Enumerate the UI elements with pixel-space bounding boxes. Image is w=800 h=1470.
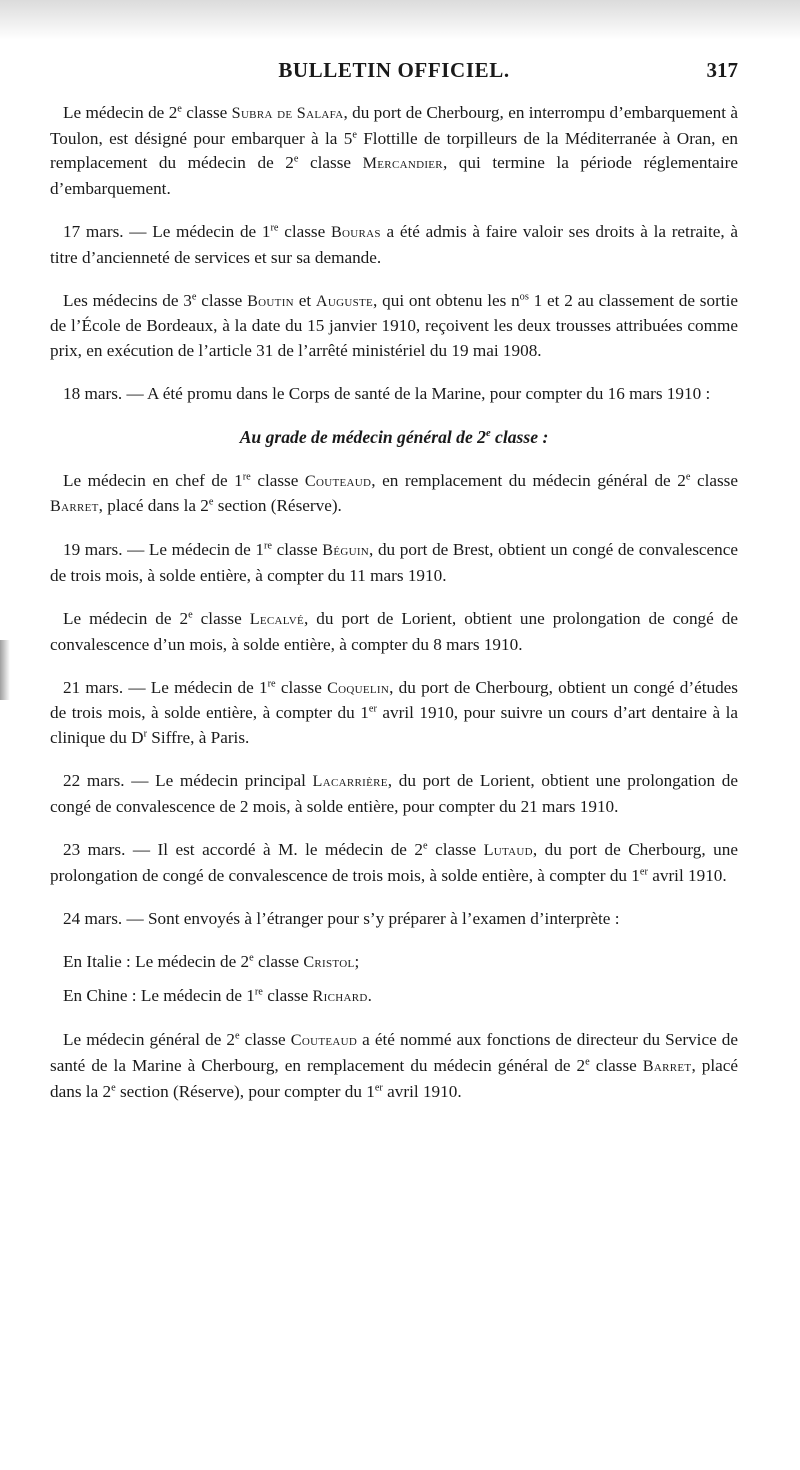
paragraph [50, 676, 738, 751]
text-run: , en remplacement du médecin général de 2 [371, 470, 686, 490]
person-name: Lecalvé [249, 611, 305, 629]
person-name: Subra de Salafa [231, 105, 344, 122]
text-run: 22 mars. — Le médecin principal [63, 771, 313, 791]
running-title: BULLETIN OFFICIEL. [278, 58, 510, 82]
text-run: 1 et 2 au classement de sortie de l’École de Bordeaux, à la date du 15 janvier 1910, reçoivent les deux trousses attribuées comme prix, en exécution de l’article 31 de l’arrêté ministériel du 19 mai 1908. [50, 290, 738, 360]
text-run: classe [427, 840, 484, 859]
text-run: classe : [490, 427, 549, 448]
scan-smudge [0, 0, 800, 40]
text-run: et [293, 290, 316, 310]
text-run: classe [271, 540, 323, 560]
text-run: Flottille de torpilleurs de la Méditerranée à Oran, en remplacement du médecin de 2 [50, 128, 738, 173]
paragraph [50, 382, 738, 407]
superscript: e [235, 1030, 240, 1042]
text-run: avril 1910, pour suivre un cours d’art dentaire à la clinique du D [50, 703, 739, 748]
superscript: e [111, 1081, 116, 1093]
person-name: Couteaud [290, 1032, 358, 1050]
superscript: re [242, 470, 251, 482]
paragraph [50, 1028, 738, 1104]
text-run: 21 mars. — Le médecin de 1 [63, 677, 268, 697]
paragraph [50, 907, 738, 932]
document-body [50, 101, 738, 1123]
page-header [50, 58, 738, 92]
text-run: classe [690, 470, 739, 490]
text-run: avril 1910. [382, 1081, 462, 1101]
superscript: e [423, 840, 428, 852]
person-name: Barret [50, 498, 99, 516]
person-name: Richard [312, 988, 368, 1006]
text-run: , du port de Brest, obtient un congé de convalescence de trois mois, à solde entière, à compter du 11 mars 1910. [50, 540, 738, 585]
text-run: En Italie : Le médecin de 2 [63, 951, 250, 971]
text-run: 2 [168, 103, 178, 122]
text-run: , qui termine la période réglementaire d’embarquement. [50, 153, 738, 198]
text-run: Au grade de médecin général de 2 [239, 427, 486, 448]
superscript: e [191, 291, 197, 303]
paragraph [50, 838, 738, 888]
text-run: 24 mars. — Sont envoyés à l’étranger pour s’y préparer à l’examen d’interprète : [63, 908, 620, 928]
page-number: 317 [706, 58, 738, 82]
superscript: e [188, 609, 193, 621]
text-run: classe [262, 986, 313, 1006]
person-name: Cristol [303, 953, 355, 971]
text-run: section (Réserve), pour compter du 1 [115, 1081, 375, 1101]
paragraph [50, 769, 738, 819]
text-run: classe [275, 677, 328, 697]
scan-edge-mark [0, 640, 10, 700]
text-run: classe [250, 470, 305, 490]
person-name: Lutaud [483, 842, 533, 859]
text-run: En Chine : Le médecin de 1 [63, 986, 255, 1006]
text-run: , du port de Cherbourg, en interrompu d’embarquement à Toulon, est désigné pour embarquer à la 5 [50, 103, 738, 148]
list-item [50, 950, 738, 976]
text-run: , du port de Lorient, obtient une prolongation de congé de convalescence d’un mois, à solde entière, à compter du 8 mars 1910. [50, 609, 738, 654]
person-name: Coquelin [327, 679, 390, 697]
text-run: classe [278, 221, 331, 241]
text-run: 18 mars. — A été promu dans le Corps de santé de la Marine, pour compter du 16 mars 1910 : [63, 384, 711, 404]
person-name: Barret [642, 1057, 692, 1075]
text-run: 17 mars. — Le médecin de 1 [63, 221, 271, 241]
superscript: e [177, 103, 182, 115]
person-name: Auguste [315, 292, 374, 310]
paragraph [50, 101, 738, 201]
text-run: classe [298, 153, 363, 173]
person-name: Lacarrière [312, 773, 388, 791]
text-run: Le médecin général de 2 [63, 1030, 235, 1050]
text-run: 19 mars. — Le médecin de 1 [63, 540, 264, 560]
person-name: Bouras [330, 223, 381, 241]
text-run: Le médecin de [63, 103, 169, 122]
superscript: e [485, 428, 491, 440]
superscript: er [639, 865, 648, 877]
superscript: er [374, 1081, 383, 1093]
person-name: Mercandier [362, 155, 443, 173]
paragraph [50, 289, 738, 364]
text-run: , du port de Lorient, obtient une prolongation de congé de convalescence de 2 mois, à solde entière, pour compter du 21 mars 1910. [50, 771, 739, 816]
paragraph [50, 538, 738, 588]
text-run: . [367, 986, 372, 1006]
superscript: r [143, 728, 147, 740]
text-run: classe [589, 1055, 643, 1075]
paragraph [50, 469, 738, 520]
text-run: Les médecins de 3 [63, 290, 192, 310]
person-name: Couteaud [304, 472, 372, 490]
text-run: classe [239, 1030, 291, 1050]
superscript: e [352, 128, 357, 140]
superscript: e [208, 496, 214, 508]
superscript: re [267, 678, 276, 690]
text-run: , du port de Cherbourg, obtient un congé d’études de trois mois, à solde entière, à compter du 1 [50, 677, 738, 723]
text-run: section (Réserve). [213, 496, 342, 516]
superscript: er [368, 703, 377, 715]
person-name: Béguin [322, 542, 370, 560]
text-run: , qui ont obtenu les n [373, 290, 520, 310]
person-name: Boutin [247, 292, 294, 310]
text-run: , placé dans la 2 [98, 496, 209, 516]
text-run: avril 1910. [647, 865, 727, 885]
text-run: , placé dans la 2 [50, 1055, 738, 1101]
text-run: ; [354, 951, 360, 971]
superscript: e [685, 470, 691, 482]
paragraph [50, 220, 738, 270]
paragraph [50, 607, 738, 657]
text-run: classe [253, 951, 304, 971]
text-run: classe [192, 609, 250, 629]
text-run: classe [196, 290, 248, 310]
section-heading [50, 425, 738, 450]
text-run: Siffre, à Paris. [147, 728, 250, 748]
superscript: os [519, 291, 529, 303]
text-run: a été admis à faire valoir ses droits à la retraite, à titre d’ancienneté de services et sur sa demande. [50, 221, 738, 267]
superscript: re [254, 986, 263, 998]
text-run: Le médecin de 2 [63, 609, 189, 629]
superscript: e [293, 153, 299, 165]
text-run: , du port de Cherbourg, une prolongation de congé de convalescence de trois mois, à solde entière, à compter du 1 [50, 840, 738, 885]
text-run: Le médecin en chef de 1 [63, 470, 243, 490]
text-run: a été nommé aux fonctions de directeur du Service de santé de la Marine à Cherbourg, en remplacement du médecin général de 2 [50, 1030, 738, 1075]
text-run: 23 mars. — Il est accordé à M. le médecin de 2 [63, 840, 424, 859]
superscript: e [585, 1056, 590, 1068]
superscript: re [263, 540, 272, 552]
text-run: classe [181, 103, 232, 122]
superscript: e [249, 952, 254, 964]
list-item [50, 984, 738, 1010]
superscript: re [270, 222, 279, 234]
